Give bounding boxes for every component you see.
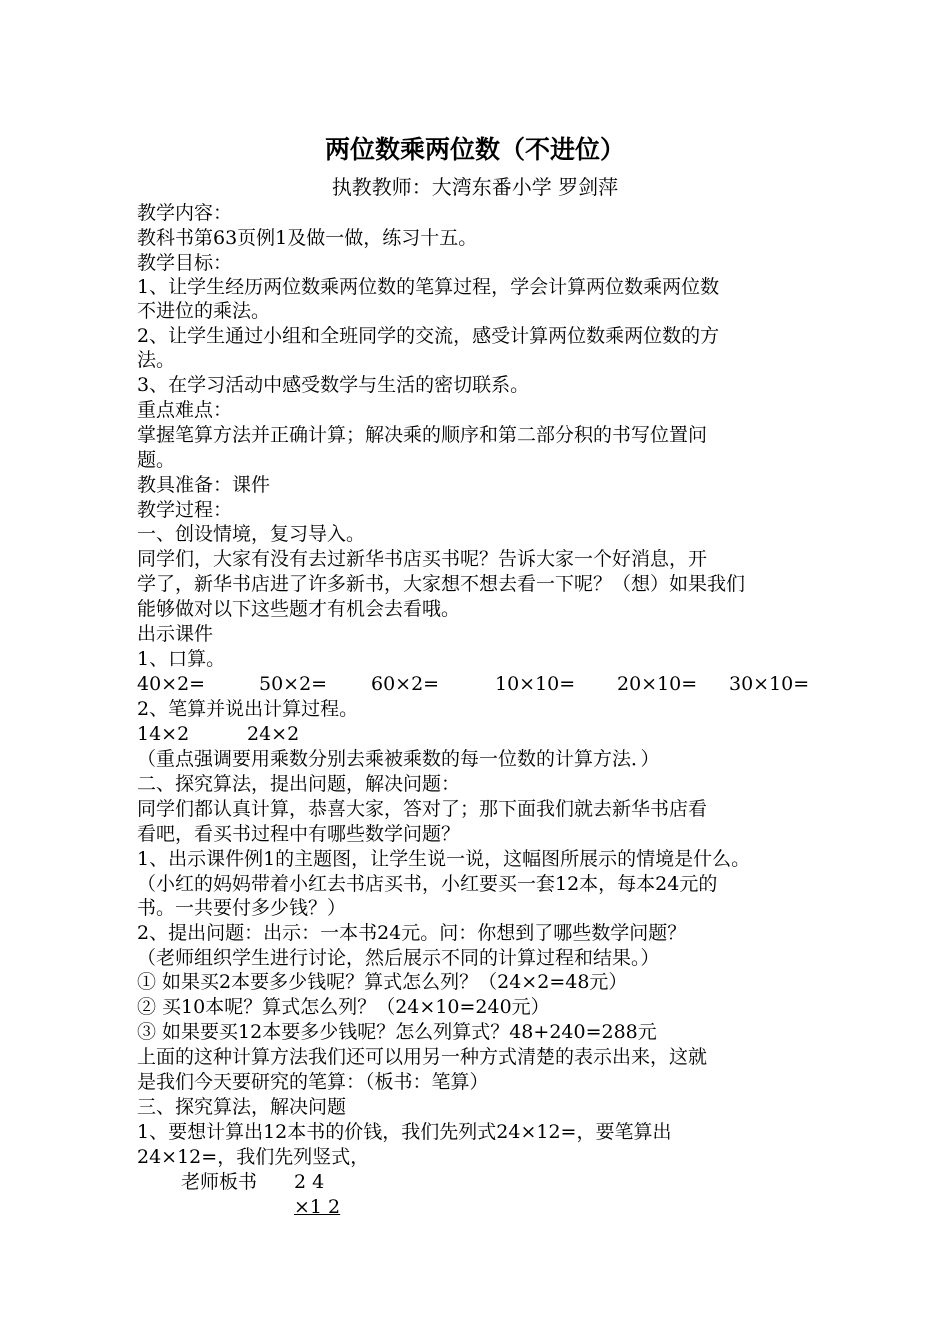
text-line: ① 如果买2本要多少钱呢？算式怎么列？（24×2=48元） bbox=[137, 971, 628, 993]
text-line: 1、让学生经历两位数乘两位数的笔算过程，学会计算两位数乘两位数 bbox=[137, 276, 720, 298]
text-line: 上面的这种计算方法我们还可以用另一种方式清楚的表示出来，这就 bbox=[137, 1046, 708, 1068]
text-line: 三、探究算法，解决问题 bbox=[137, 1096, 347, 1118]
written-calc-heading: 2、笔算并说出计算过程。 bbox=[137, 698, 359, 720]
text-line: 3、在学习活动中感受数学与生活的密切联系。 bbox=[137, 374, 530, 396]
text-line: 学了，新华书店进了许多新书，大家想不想去看一下呢？（想）如果我们 bbox=[137, 573, 746, 595]
text-line: （重点强调要用乘数分别去乘被乘数的每一位数的计算方法．） bbox=[137, 748, 660, 770]
written-calc-item: 24×2 bbox=[247, 723, 300, 745]
text-line: 法。 bbox=[137, 349, 176, 371]
oral-calc-item: 40×2= bbox=[137, 673, 206, 695]
text-line: ② 买10本呢？算式怎么列？（24×10=240元） bbox=[137, 996, 550, 1018]
text-line: 同学们，大家有没有去过新华书店买书呢？告诉大家一个好消息，开 bbox=[137, 548, 708, 570]
text-line: 1、出示课件例1的主题图，让学生说一说，这幅图所展示的情境是什么。 bbox=[137, 848, 751, 870]
text-line: 不进位的乘法。 bbox=[137, 300, 271, 322]
text-line: （老师组织学生进行讨论，然后展示不同的计算过程和结果。） bbox=[137, 947, 660, 969]
text-line: 掌握笔算方法并正确计算；解决乘的顺序和第二部分积的书写位置问 bbox=[137, 424, 708, 446]
text-line: 看吧，看买书过程中有哪些数学问题？ bbox=[137, 823, 461, 845]
text-line: 重点难点： bbox=[137, 399, 233, 421]
text-line: 同学们都认真计算，恭喜大家，答对了；那下面我们就去新华书店看 bbox=[137, 798, 708, 820]
oral-calc-item: 30×10= bbox=[729, 673, 810, 695]
text-line: （小红的妈妈带着小红去书店买书，小红要买一套12本，每本24元的 bbox=[137, 873, 718, 895]
text-line: 教具准备：课件 bbox=[137, 474, 271, 496]
oral-calc-item: 10×10= bbox=[495, 673, 576, 695]
oral-calc-item: 20×10= bbox=[617, 673, 698, 695]
oral-calc-item: 50×2= bbox=[259, 673, 328, 695]
text-line: 1、口算。 bbox=[137, 648, 226, 670]
text-line: 二、探究算法，提出问题，解决问题： bbox=[137, 773, 461, 795]
text-line: 24×12=，我们先列竖式， bbox=[137, 1146, 370, 1168]
text-line: 2、让学生通过小组和全班同学的交流，感受计算两位数乘两位数的方 bbox=[137, 325, 720, 347]
text-line: 教学过程： bbox=[137, 499, 233, 521]
text-line: 1、要想计算出12本书的价钱，我们先列式24×12=，要笔算出 bbox=[137, 1121, 672, 1143]
text-line: 教学目标： bbox=[137, 252, 233, 274]
text-line: 教科书第63页例1及做一做，练习十五。 bbox=[137, 227, 478, 249]
text-line: 题。 bbox=[137, 449, 176, 471]
vertical-calc-multiplicand: 2 4 bbox=[294, 1171, 325, 1193]
text-line: 是我们今天要研究的笔算：（板书：笔算） bbox=[137, 1071, 489, 1093]
oral-calc-item: 60×2= bbox=[371, 673, 440, 695]
text-line: 书。一共要付多少钱？） bbox=[137, 897, 347, 919]
text-line: 2、提出问题：出示：一本书24元。问：你想到了哪些数学问题？ bbox=[137, 922, 687, 944]
text-line: 教学内容： bbox=[137, 202, 233, 224]
written-calc-item: 14×2 bbox=[137, 723, 190, 745]
text-line: ③ 如果要买12本要多少钱呢？怎么列算式？48+240=288元 bbox=[137, 1021, 657, 1043]
vertical-calc-multiplier: ×1 2 bbox=[294, 1196, 341, 1218]
text-line: 一、创设情境，复习导入。 bbox=[137, 523, 366, 545]
author-line: 执教教师：大湾东番小学 罗剑萍 bbox=[331, 175, 619, 199]
document-title: 两位数乘两位数（不进位） bbox=[324, 135, 625, 164]
text-line: 能够做对以下这些题才有机会去看哦。 bbox=[137, 598, 461, 620]
board-label: 老师板书 bbox=[181, 1171, 258, 1193]
text-line: 出示课件 bbox=[137, 623, 214, 645]
